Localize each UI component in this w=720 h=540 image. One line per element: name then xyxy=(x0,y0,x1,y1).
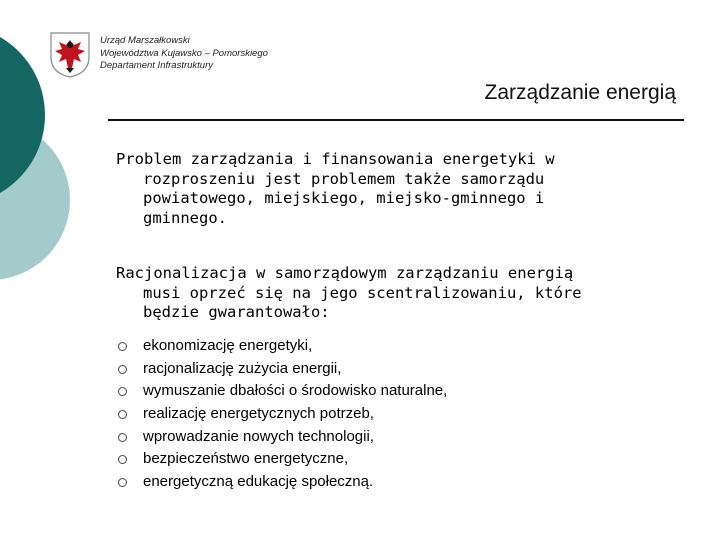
paragraph-rationalization xyxy=(116,264,676,323)
list-item: energetyczną edukację społeczną. xyxy=(118,471,678,494)
list-item: ekonomizację energetyki, xyxy=(118,335,678,358)
circle-bullet-icon xyxy=(118,342,127,351)
paragraph-1-line-1: Problem zarządzania i finansowania energetyki w xyxy=(116,150,555,168)
paragraph-2-line-3: będzie gwarantowało: xyxy=(143,303,330,321)
list-item: realizację energetycznych potrzeb, xyxy=(118,403,678,426)
circle-bullet-icon xyxy=(118,433,127,442)
paragraph-1-line-3: powiatowego, miejskiego, miejsko-gminnego i xyxy=(143,189,545,207)
org-name-line-1: Urząd Marszałkowski xyxy=(100,35,190,46)
coat-of-arms-logo xyxy=(50,32,90,78)
list-item: wymuszanie dbałości o środowisko naturalne, xyxy=(118,380,678,403)
circle-bullet-icon xyxy=(118,410,127,419)
paragraph-1-line-4: gminnego. xyxy=(143,208,227,227)
circle-bullet-icon xyxy=(118,387,127,396)
org-name-line-3: Departament Infrastruktury xyxy=(100,60,213,71)
paragraph-1-line-2: rozproszeniu jest problemem także samorządu xyxy=(143,169,545,188)
list-item: bezpieczeństwo energetyczne, xyxy=(118,448,678,471)
organization-header xyxy=(100,35,268,73)
circle-bullet-icon xyxy=(118,365,127,374)
circle-bullet-icon xyxy=(118,455,127,464)
title-divider xyxy=(108,119,684,121)
list-item: racjonalizację zużycia energii, xyxy=(118,358,678,381)
circle-bullet-icon xyxy=(118,478,127,487)
paragraph-2-line-2: musi oprzeć się na jego scentralizowaniu, które xyxy=(143,283,582,302)
coat-of-arms-icon xyxy=(50,32,90,78)
slide-title: Zarządzanie energią xyxy=(484,81,676,104)
paragraph-2-line-1: Racjonalizacja w samorządowym zarządzaniu energią xyxy=(116,264,574,282)
list-item: wprowadzanie nowych technologii, xyxy=(118,426,678,449)
org-name-line-2: Województwa Kujawsko – Pomorskiego xyxy=(100,47,268,59)
bullet-list xyxy=(118,335,678,494)
paragraph-problem xyxy=(116,150,676,228)
